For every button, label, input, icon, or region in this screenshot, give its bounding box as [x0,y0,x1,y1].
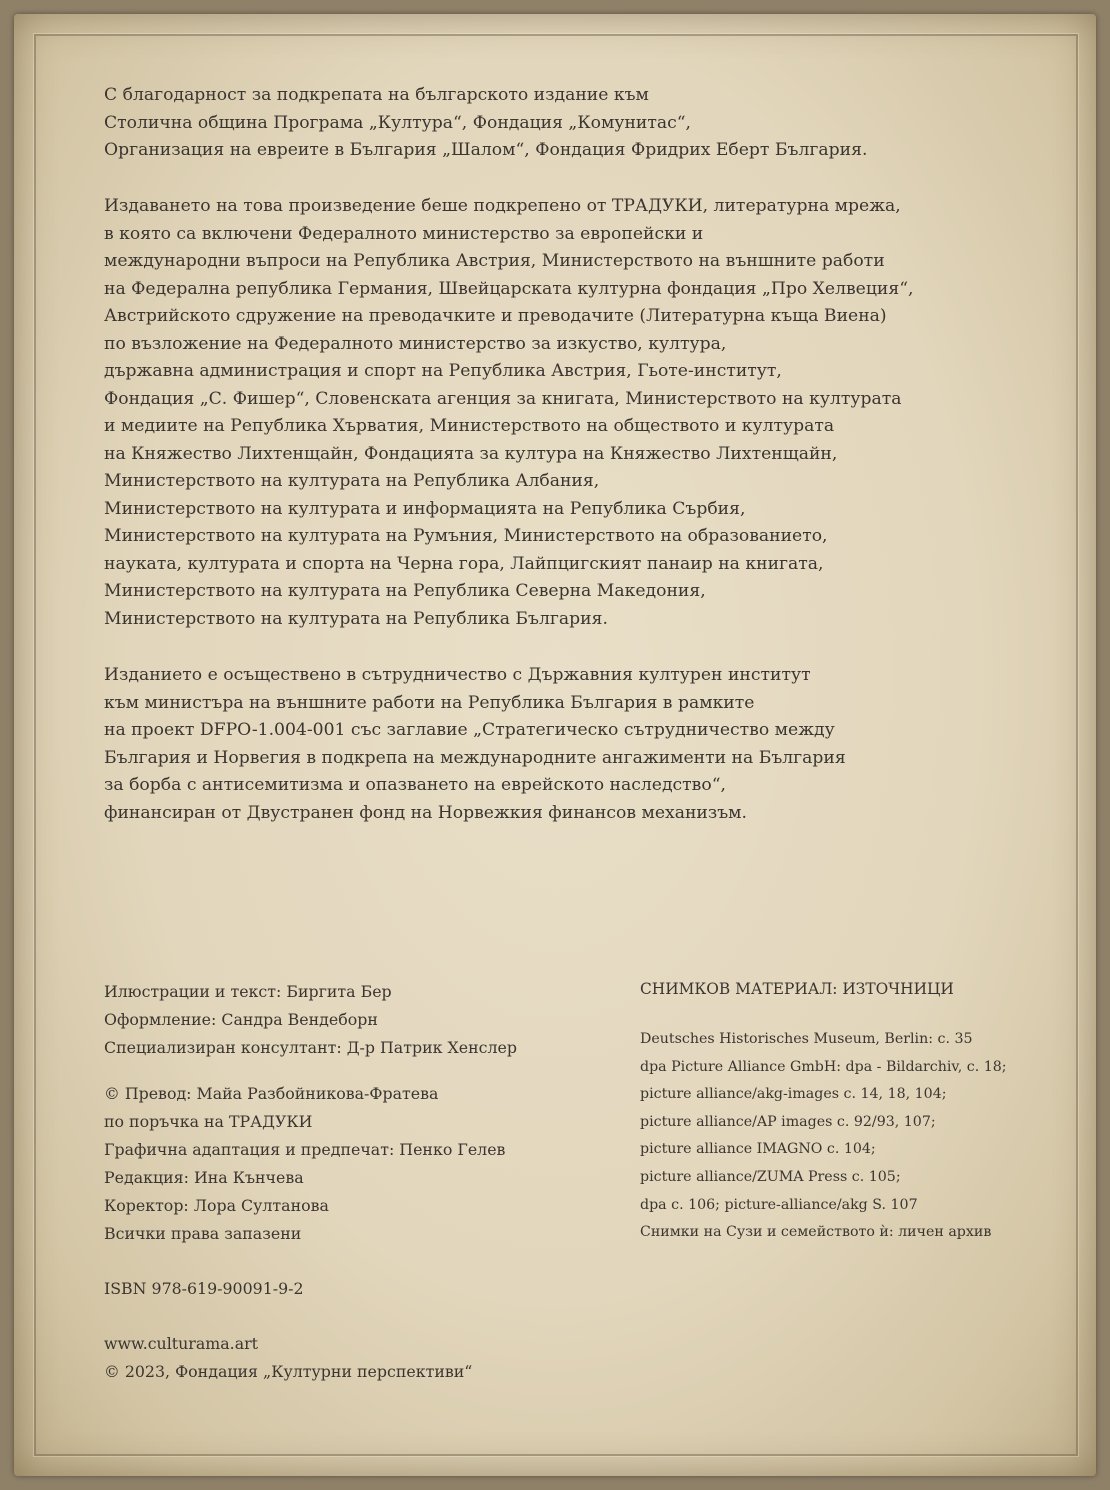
photo-credits-heading: СНИМКОВ МАТЕРИАЛ: ИЗТОЧНИЦИ [640,980,954,998]
text-line: науката, културата и спорта на Черна гора, Лайпцигският панаир на книгата, [104,553,824,574]
text-line: Министерството на културата на Румъния, Министерството на образованието, [104,526,828,546]
text-line: Министерството на културата на Република Албания, [104,471,600,491]
acknowledgement-paragraph [104,82,867,165]
credit-line: Оформление: Сандра Вендеборн [104,1010,378,1029]
website-link[interactable]: www.culturama.art [104,1334,259,1353]
photo-source-line: picture alliance IMAGNO с. 104; [640,1141,876,1158]
cooperation-paragraph [104,662,846,827]
text-line: Изданието е осъществено в сътрудничество с Държавния културен институт [104,665,811,685]
text-line: Фондация „С. Фишер“, Словенската агенция за книгата, Министерството на културата [104,388,902,409]
photo-credits-list [640,1026,1007,1247]
credit-line: Илюстрации и текст: Биргита Бер [104,982,392,1001]
text-line: на Княжество Лихтенщайн, Фондацията за култура на Княжество Лихтенщайн, [104,443,838,464]
credits-authors [104,978,517,1062]
text-line: Министерството на културата и информацията на Република Сърбия, [104,498,746,519]
credit-line: Коректор: Лора Султанова [104,1196,329,1215]
photo-source-line: picture alliance/akg-images с. 14, 18, 104; [640,1086,947,1103]
photo-source-line: Deutsches Historisches Museum, Berlin: с. 35 [640,1031,973,1047]
publisher-info [104,1330,472,1386]
text-line: на проект DFPO-1.004-001 със заглавие „Стратегическо сътрудничество между [104,720,835,740]
credit-line: Всички права запазени [104,1224,302,1243]
text-line: Организация на евреите в България „Шалом“, Фондация Фридрих Еберт България. [104,140,868,160]
text-line: в която са включени Федералното министерство за европейски и [104,223,704,244]
text-line: Столична община Програма „Култура“, Фондация „Комунитас“, [104,112,691,133]
credit-line: Специализиран консултант: Д-р Патрик Хенслер [104,1038,517,1057]
text-line: Австрийското сдружение на преводачките и преводачите (Литературна къща Виена) [104,306,887,326]
traduki-paragraph [104,193,913,633]
text-line: международни въпроси на Република Австрия, Министерството на външните работи [104,251,885,271]
credit-line: по поръчка на ТРАДУКИ [104,1112,313,1131]
credit-line: Графична адаптация и предпечат: Пенко Гелев [104,1140,506,1159]
photo-source-line: dpa с. 106; picture-alliance/akg S. 107 [640,1196,918,1213]
text-line: на Федерална република Германия, Швейцарската културна фондация „Про Хелвеция“, [104,278,914,299]
photo-source-line: dpa Picture Alliance GmbH: dpa - Bildarchiv, с. 18; [640,1058,1007,1075]
photo-source-line: Снимки на Сузи и семейството ѝ: личен архив [640,1224,992,1241]
text-line: Министерството на културата на Република България. [104,608,608,629]
text-line: и медиите на Република Хърватия, Министерството на обществото и културата [104,416,835,436]
text-line: към министъра на външните работи на Република България в рамките [104,692,755,713]
text-line: държавна администрация и спорт на Република Австрия, Гьоте-институт, [104,361,782,381]
credits-translation [104,1080,505,1248]
text-line: финансиран от Двустранен фонд на Норвежкия финансов механизъм. [104,802,748,823]
text-line: С благодарност за подкрепата на българското издание към [104,85,649,105]
isbn-number: ISBN 978-619-90091-9-2 [104,1279,304,1298]
copyright-line: © 2023, Фондация „Културни перспективи“ [104,1362,473,1381]
credit-line: © Превод: Майа Разбойникова-Фратева [104,1084,439,1103]
text-line: Издаването на това произведение беше подкрепено от ТРАДУКИ, литературна мрежа, [104,196,901,216]
text-line: България и Норвегия в подкрепа на международните ангажименти на България [104,747,846,768]
text-line: Министерството на културата на Република Северна Македония, [104,581,706,601]
photo-source-line: picture alliance/ZUMA Press с. 105; [640,1168,901,1185]
text-line: по възложение на Федералното министерство за изкуство, култура, [104,333,727,354]
credit-line: Редакция: Ина Кънчева [104,1168,304,1187]
text-line: за борба с антисемитизма и опазването на еврейското наследство“, [104,775,726,795]
photo-source-line: picture alliance/AP images с. 92/93, 107; [640,1113,936,1130]
